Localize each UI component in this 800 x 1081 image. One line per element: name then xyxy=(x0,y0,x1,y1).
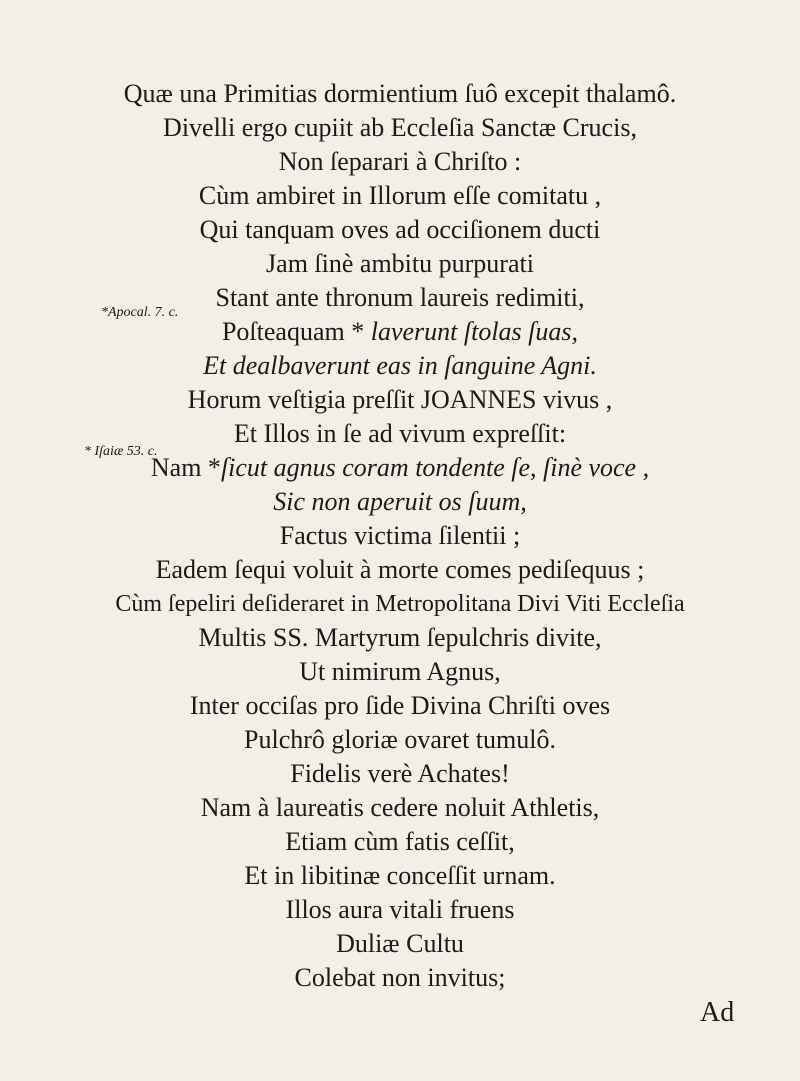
margin-note-isaias: * Iſaiæ 53. c. xyxy=(84,444,158,459)
verse-line-6: Jam ſinè ambitu purpurati xyxy=(266,249,534,278)
verse-line-12: Nam *ſicut agnus coram tondente ſe, ſinè voce , xyxy=(150,453,650,482)
verse-line-15: Eadem ſequi voluit à morte comes pediſequus ; xyxy=(155,555,645,584)
verse-line-18: Ut nimirum Agnus, xyxy=(299,657,501,686)
verse-line-9: Et dealbaverunt eas in ſanguine Agni. xyxy=(203,351,597,380)
verse-line-17: Multis SS. Martyrum ſepulchris divite, xyxy=(198,623,602,652)
verse-line-11: Et Illos in ſe ad vivum expreſſit: xyxy=(233,419,567,448)
verse-line-26: Duliæ Cultu xyxy=(336,929,464,958)
verse-line-24: Et in libitinæ conceſſit urnam. xyxy=(244,861,556,890)
verse-line-5: Qui tanquam oves ad occiſionem ducti xyxy=(199,215,601,244)
verse-line-2: Divelli ergo cupiit ab Eccleſia Sanctæ Crucis, xyxy=(163,113,637,142)
verse-line-16: Cùm ſepeliri deſideraret in Metropolitana Divi Viti Eccleſia xyxy=(115,591,685,617)
catchword: Ad xyxy=(700,997,735,1028)
verse-line-27: Colebat non invitus; xyxy=(294,963,506,992)
verse-line-13: Sic non aperuit os ſuum, xyxy=(273,487,527,516)
verse-line-23: Etiam cùm fatis ceſſit, xyxy=(285,827,515,856)
verse-line-1: Quæ una Primitias dormientium ſuô excepit thalamô. xyxy=(123,79,677,108)
verse-line-7: Stant ante thronum laureis redimiti, xyxy=(215,283,585,312)
verse-line-14: Factus victima ſilentii ; xyxy=(279,521,521,550)
verse-line-8: Poſteaquam * laverunt ſtolas ſuas, xyxy=(221,317,579,346)
verse-line-10: Horum veſtigia preſſit JOANNES vivus , xyxy=(187,385,613,414)
verse-line-4: Cùm ambiret in Illorum eſſe comitatu , xyxy=(198,181,602,210)
verse-line-3: Non ſeparari à Chriſto : xyxy=(278,147,522,176)
verse-line-19: Inter occiſas pro ſide Divina Chriſti oves xyxy=(189,691,611,720)
verse-line-21: Fidelis verè Achates! xyxy=(290,759,510,788)
verse-line-20: Pulchrô gloriæ ovaret tumulô. xyxy=(244,725,556,754)
verse-line-22: Nam à laureatis cedere noluit Athletis, xyxy=(200,793,600,822)
margin-note-apocalypse: *Apocal. 7. c. xyxy=(101,305,179,320)
verse-line-25: Illos aura vitali fruens xyxy=(285,895,515,924)
